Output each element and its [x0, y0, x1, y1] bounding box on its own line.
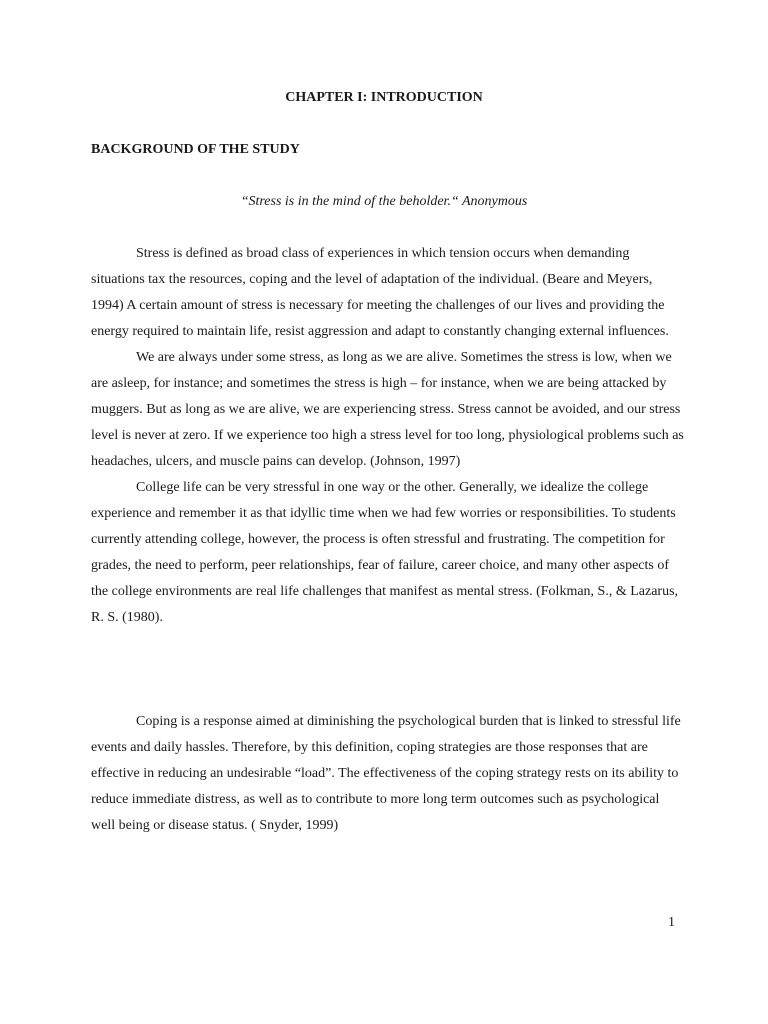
chapter-heading: CHAPTER I: INTRODUCTION [285, 90, 483, 105]
paragraph-college-life: College life can be very stressful in one way or the other. Generally, we idealize the college experience and remember it as that idyllic time when we had few worries or responsibilities. To students currently attending college, however, the process is often stressful and frustrating. The competition for grades, the need to perform, peer relationships, fear of failure, career choice, and many other aspects of the college environments are real life challenges that manifest as mental stress. (Folkman, S., & Lazarus, R. S. (1980). [91, 480, 679, 625]
paragraph-always-under-stress: We are always under some stress, as long as we are alive. Sometimes the stress is low, when we are asleep, for instance; and sometimes the stress is high – for instance, when we are being attacked by muggers. But as long as we are alive, we are experiencing stress. Stress cannot be avoided, and our stress level is never at zero. If we experience too high a stress level for too long, physiological problems such as headaches, ulcers, and muscle pains can develop. (Johnson, 1997) [91, 350, 684, 469]
paragraph-stress-definition: Stress is defined as broad class of experiences in which tension occurs when demanding situations tax the resources, coping and the level of adaptation of the individual. (Beare and Meyers, 1994) A certain amount of stress is necessary for meeting the challenges of our lives and providing the energy required to maintain life, resist aggression and adapt to constantly changing external influences. [91, 246, 669, 339]
paragraph-coping: Coping is a response aimed at diminishing the psychological burden that is linked to stressful life events and daily hassles. Therefore, by this definition, coping strategies are those responses that are effective in reducing an undesirable “load”. The effectiveness of the coping strategy rests on its ability to reduce immediate distress, as well as to contribute to more long term outcomes such as psychological well being or disease status. ( Snyder, 1999) [91, 714, 681, 833]
page-number: 1 [668, 915, 675, 930]
body-text-block [91, 241, 686, 631]
body-text-block-coping [91, 709, 686, 839]
section-title: BACKGROUND OF THE STUDY [91, 142, 300, 157]
epigraph-quote: “Stress is in the mind of the beholder.“ Anonymous [240, 194, 528, 209]
